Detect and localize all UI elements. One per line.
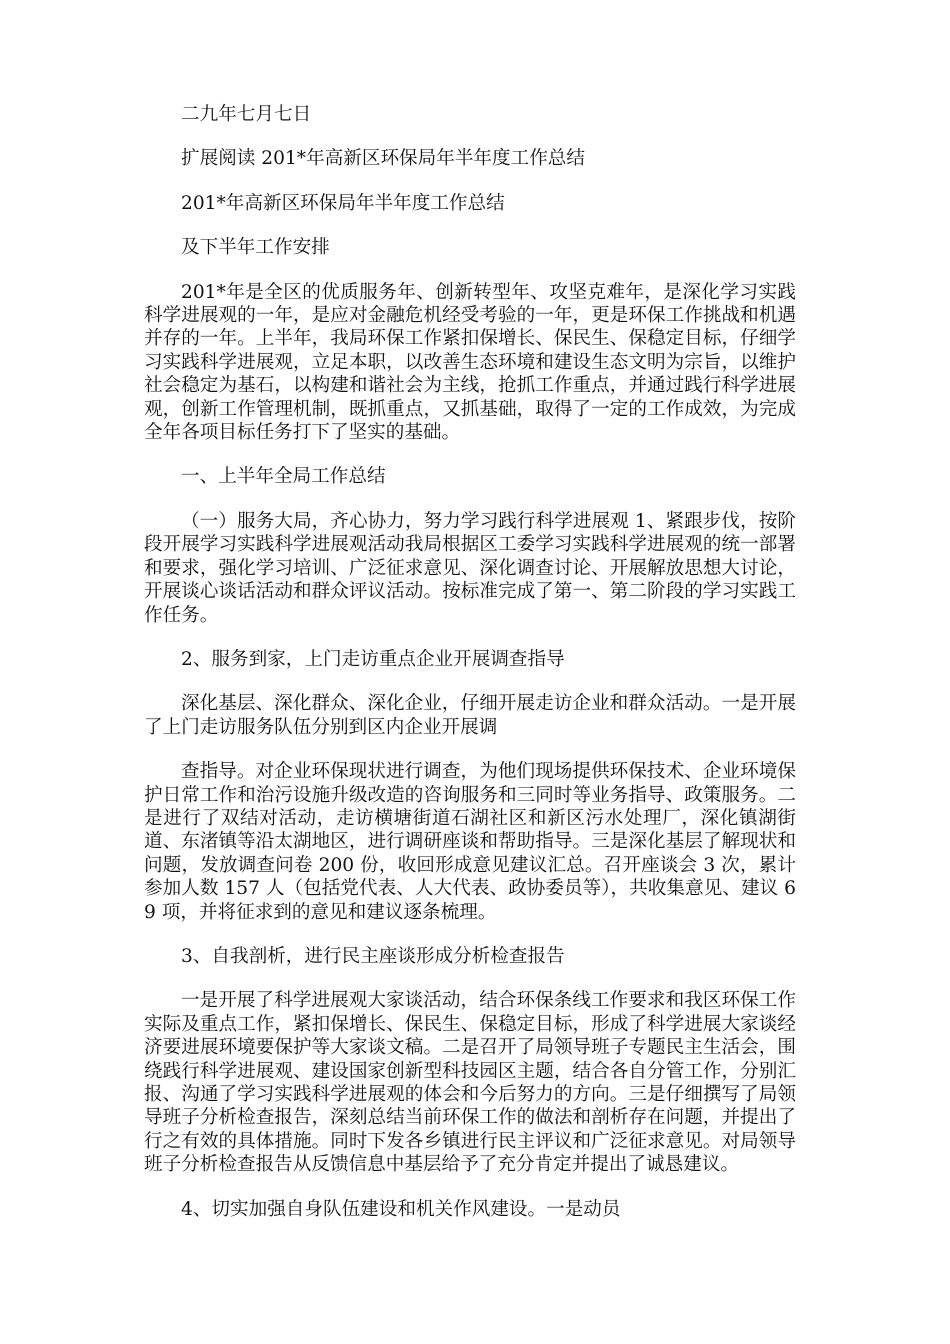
intro-paragraph: 201*年是全区的优质服务年、创新转型年、攻坚克难年，是深化学习实践科学进展观的一年，是应对金融危机经受考验的一年，更是环保工作挑战和机遇并存的一年。上半年，我局环保工作紧扣保增长、保民生、保稳定目标，仔细学习实践科学进展观，立足本职，以改善生态环境和建设生态文明为宗旨，以维护社会稳定为基石，以构建和谐社会为主线，抢抓工作重点，并通过践行科学进展观，创新工作管理机制，既抓重点，又抓基础，取得了一定的工作成效，为完成全年各项目标任务打下了坚实的基础。 [144, 281, 796, 444]
subsection-heading-4: 4、切实加强自身队伍建设和机关作风建设。一是动员 [181, 1198, 621, 1220]
body-paragraph: （一）服务大局，齐心协力，努力学习践行科学进展观 1、紧跟步伐，按阶段开展学习实践科学进展观活动我局根据区工委学习实践科学进展观的统一部署和要求，强化学习培训、广泛征求意见、深化调查讨论、开展解放思想大讨论，开展谈心谈话活动和群众评议活动。按标准完成了第一、第二阶段的学习实践工作任务。 [144, 510, 796, 626]
section-heading-1: 一、上半年全局工作总结 [181, 466, 386, 488]
report-title: 201*年高新区环保局年半年度工作总结 [181, 192, 505, 214]
subsection-heading-3: 3、自我剖析，进行民主座谈形成分析检查报告 [181, 945, 565, 967]
body-paragraph: 查指导。对企业环保现状进行调查，为他们现场提供环保技术、企业环境保护日常工作和治污设施升级改造的咨询服务和三同时等业务指导、政策服务。二是进行了双结对活动，走访横塘街道石湖社区和新区污水处理厂，深化镇湖街道、东渚镇等沿太湖地区，进行调研座谈和帮助指导。三是深化基层了解现状和问题，发放调查问卷 200 份，收回形成意见建议汇总。召开座谈会 3 次，累计参加人数 157 人（包括党代表、人大代表、政协委员等），共收集意见、建议 69 项，并将征求到的意见和建议逐条梳理。 [144, 761, 796, 923]
subsection-heading-2: 2、服务到家，上门走访重点企业开展调查指导 [181, 648, 565, 670]
document-page [144, 103, 796, 1242]
document-date: 二九年七月七日 [181, 104, 312, 125]
extended-reading-title: 扩展阅读 201*年高新区环保局年半年度工作总结 [181, 148, 585, 170]
report-subtitle: 及下半年工作安排 [181, 237, 330, 259]
body-paragraph: 一是开展了科学进展观大家谈活动，结合环保条线工作要求和我区环保工作实际及重点工作，紧扣保增长、保民生、保稳定目标，形成了科学进展大家谈经济要进展环境要保护等大家谈文稿。二是召开了局领导班子专题民主生活会，围绕践行科学进展观、建设国家创新型科技园区主题，结合各自分管工作，分别汇报、沟通了学习实践科学进展观的体会和今后努力的方向。三是仔细撰写了局领导班子分析检查报告，深刻总结当前环保工作的做法和剖析存在问题，并提出了行之有效的具体措施。同时下发各乡镇进行民主评议和广泛征求意见。对局领导班子分析检查报告从反馈信息中基层给予了充分肯定并提出了诚恳建议。 [144, 990, 796, 1176]
body-paragraph: 深化基层、深化群众、深化企业，仔细开展走访企业和群众活动。一是开展了上门走访服务队伍分别到区内企业开展调 [144, 693, 796, 738]
